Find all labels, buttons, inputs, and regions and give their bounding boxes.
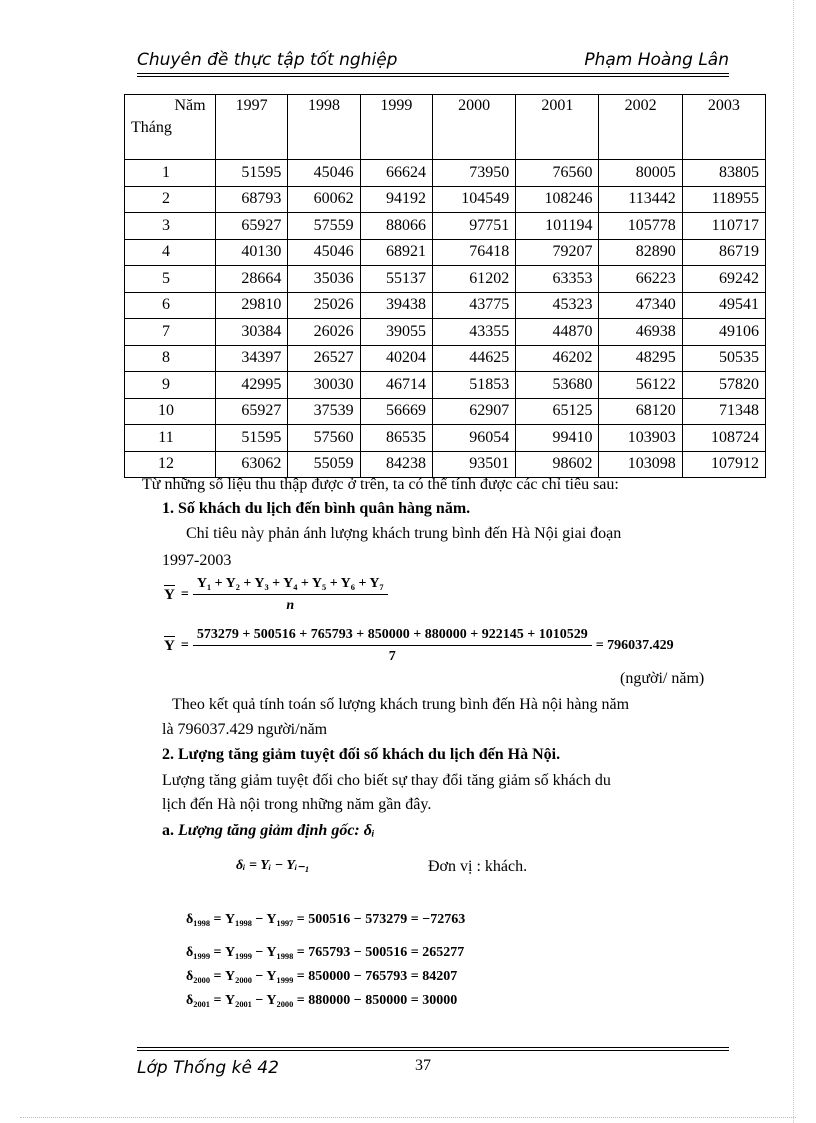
footer-class: Lớp Thống kê 42 — [137, 1058, 279, 1078]
value-cell: 45046 — [288, 160, 360, 187]
delta-symbol: δᵢ — [363, 822, 375, 839]
mean-formula: Y = $\frac{\text{Y₁ + Y₂ + Y₃ + Y₄ + Y₅ + Y₆ + Y₇}}{n}$ — [164, 576, 388, 614]
formula-numerator: Y₁ + Y₂ + Y₃ + Y₄ + Y₅ + Y₆ + Y₇ — [193, 576, 388, 595]
unit-text: (người/ năm) — [620, 670, 705, 687]
value-cell: 69242 — [682, 266, 765, 293]
intro-text: Từ những số liệu thu thập được ở trên, ta có thể tính được các chỉ tiêu sau: — [142, 476, 619, 493]
value-cell: 50535 — [682, 345, 765, 372]
equation-2001: δ₂₀₀₁ = Y₂₀₀₁ − Y₂₀₀₀ = 880000 − 850000 = 30000 — [186, 993, 458, 1008]
value-cell: 25026 — [288, 292, 360, 319]
value-cell: 103903 — [599, 425, 682, 452]
value-cell: 76418 — [432, 239, 515, 266]
value-cell: 28664 — [216, 266, 288, 293]
month-cell: 8 — [125, 345, 216, 372]
corner-month-label: Tháng — [131, 119, 172, 136]
value-cell: 108724 — [682, 425, 765, 452]
header-rule-2 — [137, 76, 729, 77]
calc-result: = 796037.429 — [595, 638, 674, 653]
heading-2: 2. Lượng tăng giảm tuyệt đối số khách du lịch đến Hà Nội. — [162, 746, 561, 763]
page-number: 37 — [415, 1057, 431, 1074]
value-cell: 37539 — [288, 398, 360, 425]
value-cell: 86719 — [682, 239, 765, 266]
value-cell: 96054 — [432, 425, 515, 452]
paragraph-3a: Lượng tăng giảm tuyệt đối cho biết sự thay đổi tăng giảm số khách du — [162, 772, 611, 789]
paragraph-3b: lịch đến Hà nội trong những năm gần đây. — [162, 796, 432, 813]
value-cell: 79207 — [516, 239, 599, 266]
footer-rule — [137, 1047, 729, 1048]
value-cell: 118955 — [682, 186, 765, 213]
header-title: Chuyên đề thực tập tốt nghiệp — [137, 50, 398, 70]
table-row — [125, 398, 766, 425]
table-row — [125, 266, 766, 293]
value-cell: 45323 — [516, 292, 599, 319]
value-cell: 110717 — [682, 213, 765, 240]
value-cell: 65927 — [216, 398, 288, 425]
value-cell: 49541 — [682, 292, 765, 319]
year-header: 2000 — [432, 95, 515, 160]
table-header-row — [125, 95, 766, 160]
heading-3-text: Lượng tăng giảm định gốc: — [178, 822, 360, 839]
header-author: Phạm Hoàng Lân — [584, 50, 729, 70]
value-cell: 57820 — [682, 372, 765, 399]
value-cell: 42995 — [216, 372, 288, 399]
month-cell: 11 — [125, 425, 216, 452]
value-cell: 103098 — [599, 451, 682, 478]
value-cell: 35036 — [288, 266, 360, 293]
value-cell: 104549 — [432, 186, 515, 213]
table-row — [125, 213, 766, 240]
visitor-table — [124, 94, 766, 478]
heading-1: 1. Số khách du lịch đến bình quân hàng năm. — [162, 500, 471, 517]
equation-2000: δ₂₀₀₀ = Y₂₀₀₀ − Y₁₉₉₉ = 850000 − 765793 = 84207 — [186, 969, 458, 984]
month-cell: 1 — [125, 160, 216, 187]
value-cell: 105778 — [599, 213, 682, 240]
value-cell: 43775 — [432, 292, 515, 319]
value-cell: 57560 — [288, 425, 360, 452]
value-cell: 26026 — [288, 319, 360, 346]
table-row — [125, 372, 766, 399]
value-cell: 88066 — [360, 213, 432, 240]
value-cell: 29810 — [216, 292, 288, 319]
value-cell: 86535 — [360, 425, 432, 452]
value-cell: 63062 — [216, 451, 288, 478]
calc-numerator: 573279 + 500516 + 765793 + 850000 + 880000 + 922145 + 1010529 — [193, 627, 592, 646]
value-cell: 34397 — [216, 345, 288, 372]
mean-calculation: Y = 573279 + 500516 + 765793 + 850000 + 880000 + 922145 + 1010529 7 = 796037.429 — [164, 627, 674, 664]
value-cell: 82890 — [599, 239, 682, 266]
header-rule — [137, 73, 729, 74]
value-cell: 63353 — [516, 266, 599, 293]
value-cell: 26527 — [288, 345, 360, 372]
corner-year-label: Năm — [174, 97, 206, 114]
value-cell: 39055 — [360, 319, 432, 346]
value-cell: 113442 — [599, 186, 682, 213]
value-cell: 44625 — [432, 345, 515, 372]
value-cell: 30384 — [216, 319, 288, 346]
value-cell: 61202 — [432, 266, 515, 293]
mean-symbol-2: Y — [164, 637, 175, 654]
value-cell: 108246 — [516, 186, 599, 213]
calc-denominator: 7 — [388, 649, 396, 664]
value-cell: 30030 — [288, 372, 360, 399]
value-cell: 84238 — [360, 451, 432, 478]
value-cell: 39438 — [360, 292, 432, 319]
value-cell: 40204 — [360, 345, 432, 372]
value-cell: 44870 — [516, 319, 599, 346]
year-header: 1999 — [360, 95, 432, 160]
value-cell: 40130 — [216, 239, 288, 266]
paragraph-1a: Chỉ tiêu này phản ánh lượng khách trung bình đến Hà Nội giai đoạn — [186, 525, 622, 542]
value-cell: 97751 — [432, 213, 515, 240]
table-row — [125, 319, 766, 346]
equation-1999: δ₁₉₉₉ = Y₁₉₉₉ − Y₁₉₉₈ = 765793 − 500516 = 265277 — [186, 945, 465, 960]
value-cell: 76560 — [516, 160, 599, 187]
year-header: 1998 — [288, 95, 360, 160]
delta-definition: δᵢ = Yᵢ − Yᵢ₋₁ — [236, 858, 310, 873]
value-cell: 46202 — [516, 345, 599, 372]
value-cell: 62907 — [432, 398, 515, 425]
month-cell: 5 — [125, 266, 216, 293]
value-cell: 98602 — [516, 451, 599, 478]
page-header — [137, 50, 729, 72]
month-cell: 3 — [125, 213, 216, 240]
value-cell: 51595 — [216, 160, 288, 187]
table-row — [125, 239, 766, 266]
value-cell: 73950 — [432, 160, 515, 187]
footer-rule-2 — [137, 1050, 729, 1051]
value-cell: 56669 — [360, 398, 432, 425]
year-header: 2001 — [516, 95, 599, 160]
heading-3 — [162, 820, 718, 842]
value-cell: 71348 — [682, 398, 765, 425]
value-cell: 60062 — [288, 186, 360, 213]
value-cell: 49106 — [682, 319, 765, 346]
value-cell: 46938 — [599, 319, 682, 346]
value-cell: 43355 — [432, 319, 515, 346]
value-cell: 51595 — [216, 425, 288, 452]
value-cell: 101194 — [516, 213, 599, 240]
value-cell: 68120 — [599, 398, 682, 425]
value-cell: 56122 — [599, 372, 682, 399]
table-row — [125, 186, 766, 213]
value-cell: 66624 — [360, 160, 432, 187]
value-cell: 83805 — [682, 160, 765, 187]
value-cell: 66223 — [599, 266, 682, 293]
value-cell: 45046 — [288, 239, 360, 266]
value-cell: 68921 — [360, 239, 432, 266]
corner-cell — [125, 95, 216, 160]
value-cell: 93501 — [432, 451, 515, 478]
month-cell: 12 — [125, 451, 216, 478]
page-edge — [20, 1117, 796, 1118]
paragraph-2a: Theo kết quả tính toán số lượng khách trung bình đến Hà nội hàng năm — [172, 696, 630, 713]
heading-3-label: a. — [162, 822, 174, 839]
value-cell: 94192 — [360, 186, 432, 213]
table-row — [125, 425, 766, 452]
value-cell: 57559 — [288, 213, 360, 240]
month-cell: 9 — [125, 372, 216, 399]
month-cell: 4 — [125, 239, 216, 266]
value-cell: 46714 — [360, 372, 432, 399]
year-header: 1997 — [216, 95, 288, 160]
value-cell: 53680 — [516, 372, 599, 399]
month-cell: 2 — [125, 186, 216, 213]
month-cell: 7 — [125, 319, 216, 346]
mean-symbol: Y — [164, 586, 175, 603]
value-cell: 107912 — [682, 451, 765, 478]
value-cell: 55137 — [360, 266, 432, 293]
value-cell: 55059 — [288, 451, 360, 478]
value-cell: 99410 — [516, 425, 599, 452]
value-cell: 48295 — [599, 345, 682, 372]
month-cell: 6 — [125, 292, 216, 319]
page-edge-vertical — [793, 0, 794, 1123]
value-cell: 80005 — [599, 160, 682, 187]
value-cell: 65927 — [216, 213, 288, 240]
paragraph-2b: là 796037.429 người/năm — [162, 721, 328, 738]
paragraph-1b: 1997-2003 — [162, 552, 232, 569]
value-cell: 68793 — [216, 186, 288, 213]
year-header: 2002 — [599, 95, 682, 160]
equation-1998: δ₁₉₉₈ = Y₁₉₉₈ − Y₁₉₉₇ = 500516 − 573279 = −72763 — [186, 912, 466, 927]
month-cell: 10 — [125, 398, 216, 425]
value-cell: 51853 — [432, 372, 515, 399]
table-row — [125, 292, 766, 319]
year-header: 2003 — [682, 95, 765, 160]
formula-denominator: n — [286, 598, 295, 613]
unit-label: Đơn vị : khách. — [428, 858, 528, 875]
table-row — [125, 345, 766, 372]
table-row — [125, 160, 766, 187]
value-cell: 65125 — [516, 398, 599, 425]
value-cell: 47340 — [599, 292, 682, 319]
